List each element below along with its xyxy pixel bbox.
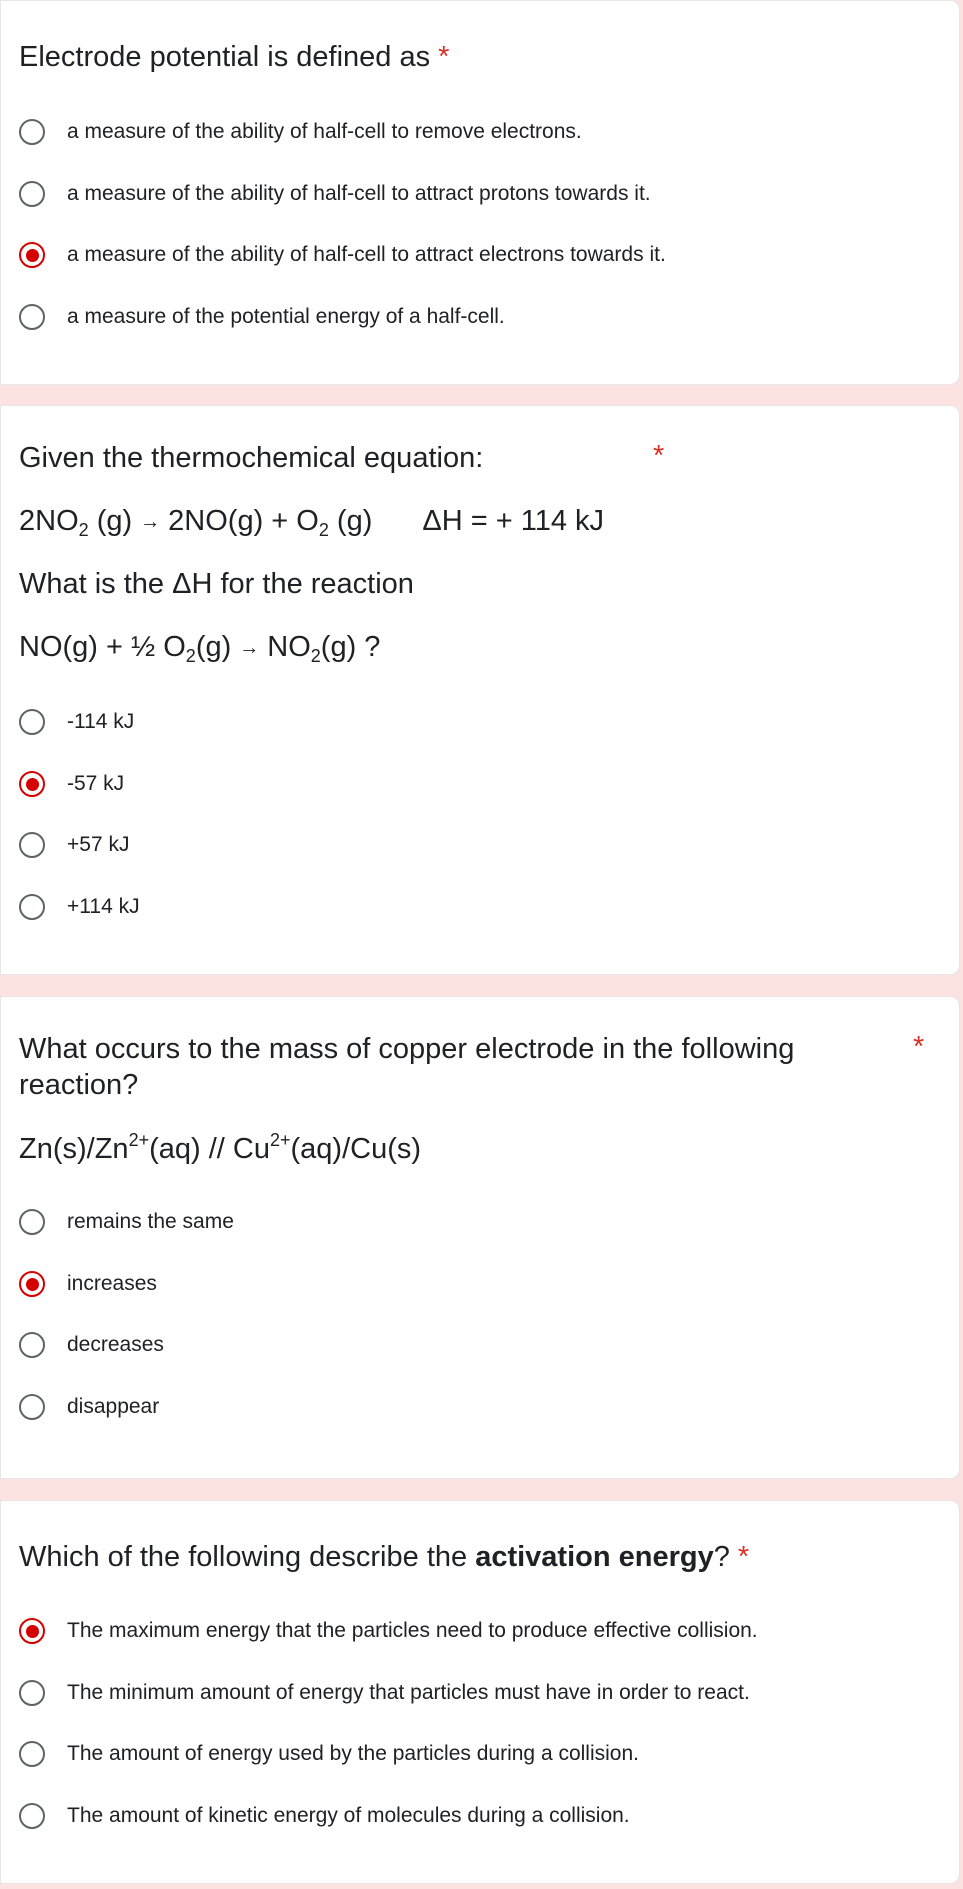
option-label: disappear: [67, 1395, 160, 1418]
radio-dot: [26, 778, 39, 791]
option-plus-114[interactable]: [19, 890, 140, 924]
question-card-activation-energy: [0, 1500, 960, 1884]
cell-notation: $Zn(s)/Zn^{2+}(aq) // Cu^{2+}(aq)/Cu(s)$: [19, 1130, 422, 1165]
question-card-electrode-potential: [0, 0, 960, 385]
option-label: a measure of the ability of half-cell to remove electrons.: [67, 120, 582, 143]
radio-button[interactable]: [19, 181, 45, 207]
option-attract-protons[interactable]: [19, 177, 651, 211]
question-prompt: What is the ΔH for the reaction: [19, 568, 414, 600]
option-minus-57[interactable]: [19, 767, 124, 801]
option-potential-energy[interactable]: [19, 300, 505, 334]
option-minus-114[interactable]: [19, 705, 134, 739]
question-title: [19, 1031, 794, 1103]
question-title-text: ?: [713, 1541, 730, 1573]
radio-button[interactable]: [19, 894, 45, 920]
required-marker: *: [438, 41, 450, 73]
question-title-text: Which of the following describe the: [19, 1541, 476, 1573]
required-marker: *: [653, 440, 665, 472]
required-marker: *: [737, 1541, 750, 1573]
question-title: [19, 1539, 749, 1575]
option-minimum-energy[interactable]: [19, 1676, 750, 1710]
option-label: The amount of energy used by the particles during a collision.: [67, 1742, 639, 1765]
radio-dot: [26, 1625, 39, 1638]
arrow-icon: →: [239, 637, 260, 659]
question-title-line: reaction?: [19, 1069, 139, 1101]
radio-button[interactable]: [19, 709, 45, 735]
option-label: -57 kJ: [67, 772, 125, 795]
radio-button[interactable]: [19, 832, 45, 858]
radio-button-selected[interactable]: [19, 242, 45, 268]
option-label: The minimum amount of energy that particles must have in order to react.: [67, 1681, 750, 1704]
reaction-equation: NO(g) + ½ $O_2(g) \to NO_2(g)$ ?: [19, 631, 381, 666]
option-label: decreases: [67, 1333, 164, 1356]
option-label: +114 kJ: [67, 895, 140, 918]
option-disappear[interactable]: [19, 1390, 159, 1424]
option-label: a measure of the potential energy of a half-cell.: [67, 305, 505, 328]
option-remains-same[interactable]: [19, 1205, 234, 1239]
radio-button[interactable]: [19, 1332, 45, 1358]
thermochemical-equation: $2NO_2$ $(g) \to 2NO(g) + O_2$ (g) ΔH = + 114 kJ: [19, 505, 605, 540]
question-card-copper-electrode: [0, 996, 960, 1479]
option-label: remains the same: [67, 1210, 234, 1233]
radio-button-selected[interactable]: [19, 1618, 45, 1644]
enthalpy-value: ΔH = + 114 kJ: [422, 505, 605, 537]
option-remove-electrons[interactable]: [19, 115, 582, 149]
radio-button[interactable]: [19, 304, 45, 330]
radio-button[interactable]: [19, 1680, 45, 1706]
option-label: -114 kJ: [67, 710, 135, 733]
question-title-line: What occurs to the mass of copper electrode in the following: [19, 1033, 795, 1065]
option-kinetic-energy[interactable]: [19, 1799, 630, 1833]
required-marker: *: [913, 1031, 925, 1063]
option-increases[interactable]: [19, 1267, 157, 1301]
option-maximum-energy[interactable]: [19, 1614, 758, 1648]
option-label: a measure of the ability of half-cell to attract protons towards it.: [67, 182, 651, 205]
option-label: increases: [67, 1272, 157, 1295]
arrow-icon: →: [140, 511, 161, 533]
option-label: The maximum energy that the particles need to produce effective collision.: [67, 1619, 758, 1642]
question-title-text: Given the thermochemical equation:: [19, 442, 484, 474]
radio-button-selected[interactable]: [19, 771, 45, 797]
option-label: The amount of kinetic energy of molecules during a collision.: [67, 1804, 630, 1827]
radio-button-selected[interactable]: [19, 1271, 45, 1297]
question-title-text: Electrode potential is defined as: [19, 41, 431, 73]
option-attract-electrons[interactable]: [19, 238, 666, 272]
radio-button[interactable]: [19, 1209, 45, 1235]
question-title-emphasis: activation energy: [475, 1541, 714, 1573]
option-label: a measure of the ability of half-cell to attract electrons towards it.: [67, 243, 666, 266]
radio-button[interactable]: [19, 119, 45, 145]
question-card-thermochemical: [0, 405, 960, 975]
radio-dot: [26, 249, 39, 262]
question-title: [19, 39, 449, 75]
radio-button[interactable]: [19, 1803, 45, 1829]
option-plus-57[interactable]: [19, 828, 129, 862]
radio-button[interactable]: [19, 1741, 45, 1767]
option-energy-used[interactable]: [19, 1737, 639, 1771]
question-title: [19, 440, 483, 476]
option-decreases[interactable]: [19, 1328, 164, 1362]
radio-dot: [26, 1278, 39, 1291]
radio-button[interactable]: [19, 1394, 45, 1420]
option-label: +57 kJ: [67, 833, 130, 856]
